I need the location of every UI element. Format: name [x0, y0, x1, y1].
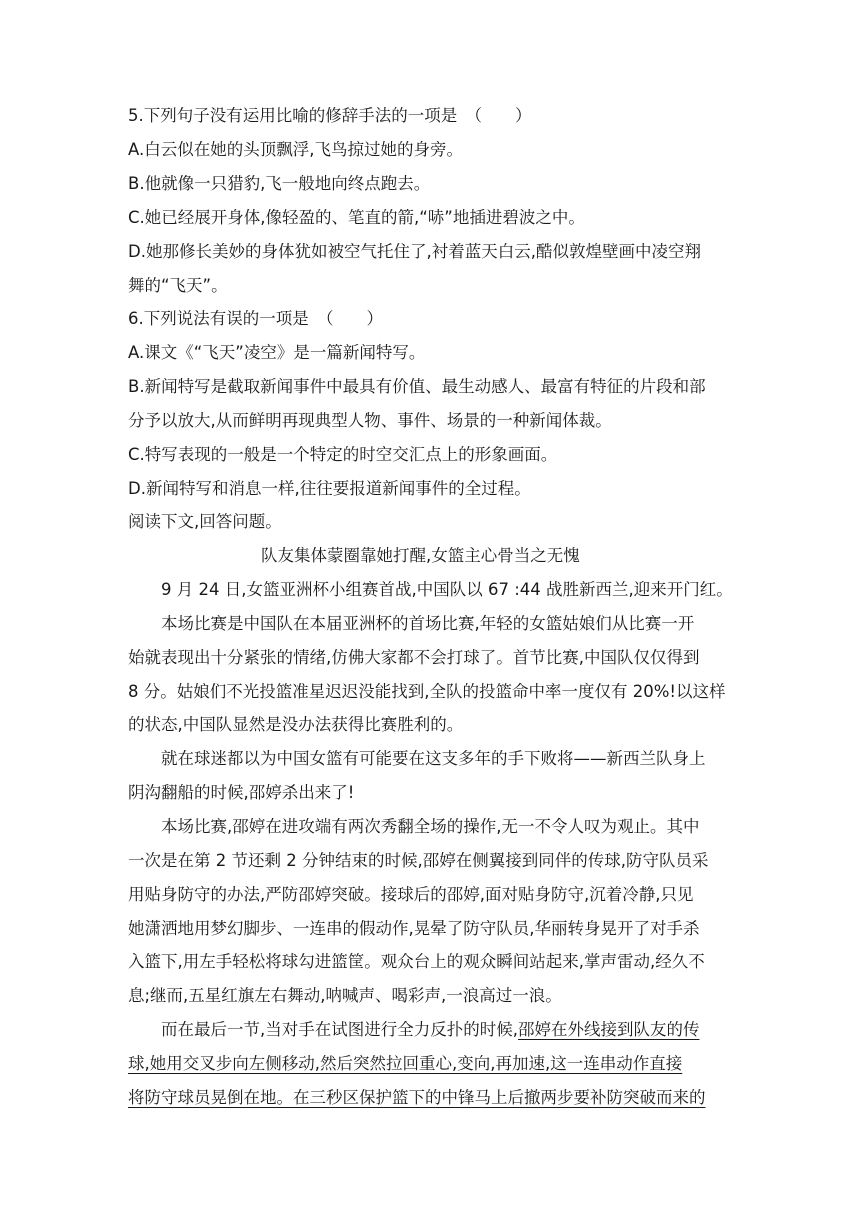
paragraph-5-line-2: 球,她用交叉步向左侧移动,然后突然拉回重心,变向,再加速,这一连串动作直接	[128, 1054, 683, 1073]
paragraph-4-line-2: 一次是在第 2 节还剩 2 分钟结束的时候,邵婷在侧翼接到同伴的传球,防守队员采	[128, 851, 709, 870]
reading-instruction: 阅读下文,回答问题。	[128, 512, 282, 531]
article-title: 队友集体蒙圈靠她打醒,女篮主心骨当之无愧	[261, 546, 580, 565]
paragraph-1: 9 月 24 日,女篮亚洲杯小组赛首战,中国队以 67 :44 战胜新西兰,迎来开门红。	[161, 580, 733, 599]
paragraph-2-line-3: 8 分。姑娘们不光投篮准星迟迟没能找到,全队的投篮命中率一度仅有 20%!以这样	[128, 682, 726, 701]
paragraph-3-line-2: 阴沟翻船的时候,邵婷杀出来了!	[128, 783, 355, 802]
question-5-option-d-line-2: 舞的“飞天”。	[128, 276, 228, 295]
question-6-option-b-line-1: B.新闻特写是截取新闻事件中最具有价值、最生动感人、最富有特征的片段和部	[128, 377, 706, 396]
paragraph-4-line-4: 她潇洒地用梦幻脚步、一连串的假动作,晃晕了防守队员,华丽转身晃开了对手杀	[128, 919, 700, 938]
paragraph-5-plain-text: 而在最后一节,当对手在试图进行全力反扑的时候,	[161, 1020, 518, 1039]
paragraph-5-line-3: 将防守球员晃倒在地。在三秒区保护篮下的中锋马上后撤两步要补防突破而来的	[128, 1088, 706, 1107]
question-6-option-c: C.特写表现的一般是一个特定的时空交汇点上的形象画面。	[128, 445, 558, 464]
question-5-option-c: C.她已经展开身体,像轻盈的、笔直的箭,“哧”地插进碧波之中。	[128, 208, 585, 227]
paragraph-4-line-6: 息;继而,五星红旗左右舞动,呐喊声、喝彩声,一浪高过一浪。	[128, 986, 562, 1005]
paragraph-4-line-1: 本场比赛,邵婷在进攻端有两次秀翻全场的操作,无一不令人叹为观止。其中	[161, 817, 700, 836]
paragraph-4-line-3: 用贴身防守的办法,严防邵婷突破。接球后的邵婷,面对贴身防守,沉着冷静,只见	[128, 885, 694, 904]
question-6-stem: 6.下列说法有误的一项是 （ ）	[128, 309, 383, 328]
paragraph-5-line-1	[161, 1019, 700, 1041]
question-5-stem: 5.下列句子没有运用比喻的修辞手法的一项是 （ ）	[128, 106, 532, 125]
question-6-option-b-line-2: 分予以放大,从而鲜明再现典型人物、事件、场景的一种新闻体裁。	[128, 411, 612, 430]
paragraph-2-line-4: 的状态,中国队显然是没办法获得比赛胜利的。	[128, 715, 464, 734]
question-5-option-b: B.他就像一只猎豹,飞一般地向终点跑去。	[128, 174, 431, 193]
question-5-option-d-line-1: D.她那修长美妙的身体犹如被空气托住了,衬着蓝天白云,酷似敦煌壁画中凌空翔	[128, 242, 701, 261]
question-5-option-a: A.白云似在她的头顶飘浮,飞鸟掠过她的身旁。	[128, 140, 463, 159]
question-6-option-a: A.课文《“飞天”凌空》是一篇新闻特写。	[128, 343, 426, 362]
question-6-option-d: D.新闻特写和消息一样,往往要报道新闻事件的全过程。	[128, 479, 531, 498]
paragraph-2-line-1: 本场比赛是中国队在本届亚洲杯的首场比赛,年轻的女篮姑娘们从比赛一开	[161, 614, 695, 633]
paragraph-3-line-1: 就在球迷都以为中国女篮有可能要在这支多年的手下败将——新西兰队身上	[161, 749, 706, 768]
paragraph-2-line-2: 始就表现出十分紧张的情绪,仿佛大家都不会打球了。首节比赛,中国队仅仅得到	[128, 648, 700, 667]
paragraph-5-underlined-text: 邵婷在外线接到队友的传	[518, 1020, 700, 1039]
paragraph-4-line-5: 入篮下,用左手轻松将球勾进篮筐。观众台上的观众瞬间站起来,掌声雷动,经久不	[128, 952, 705, 971]
